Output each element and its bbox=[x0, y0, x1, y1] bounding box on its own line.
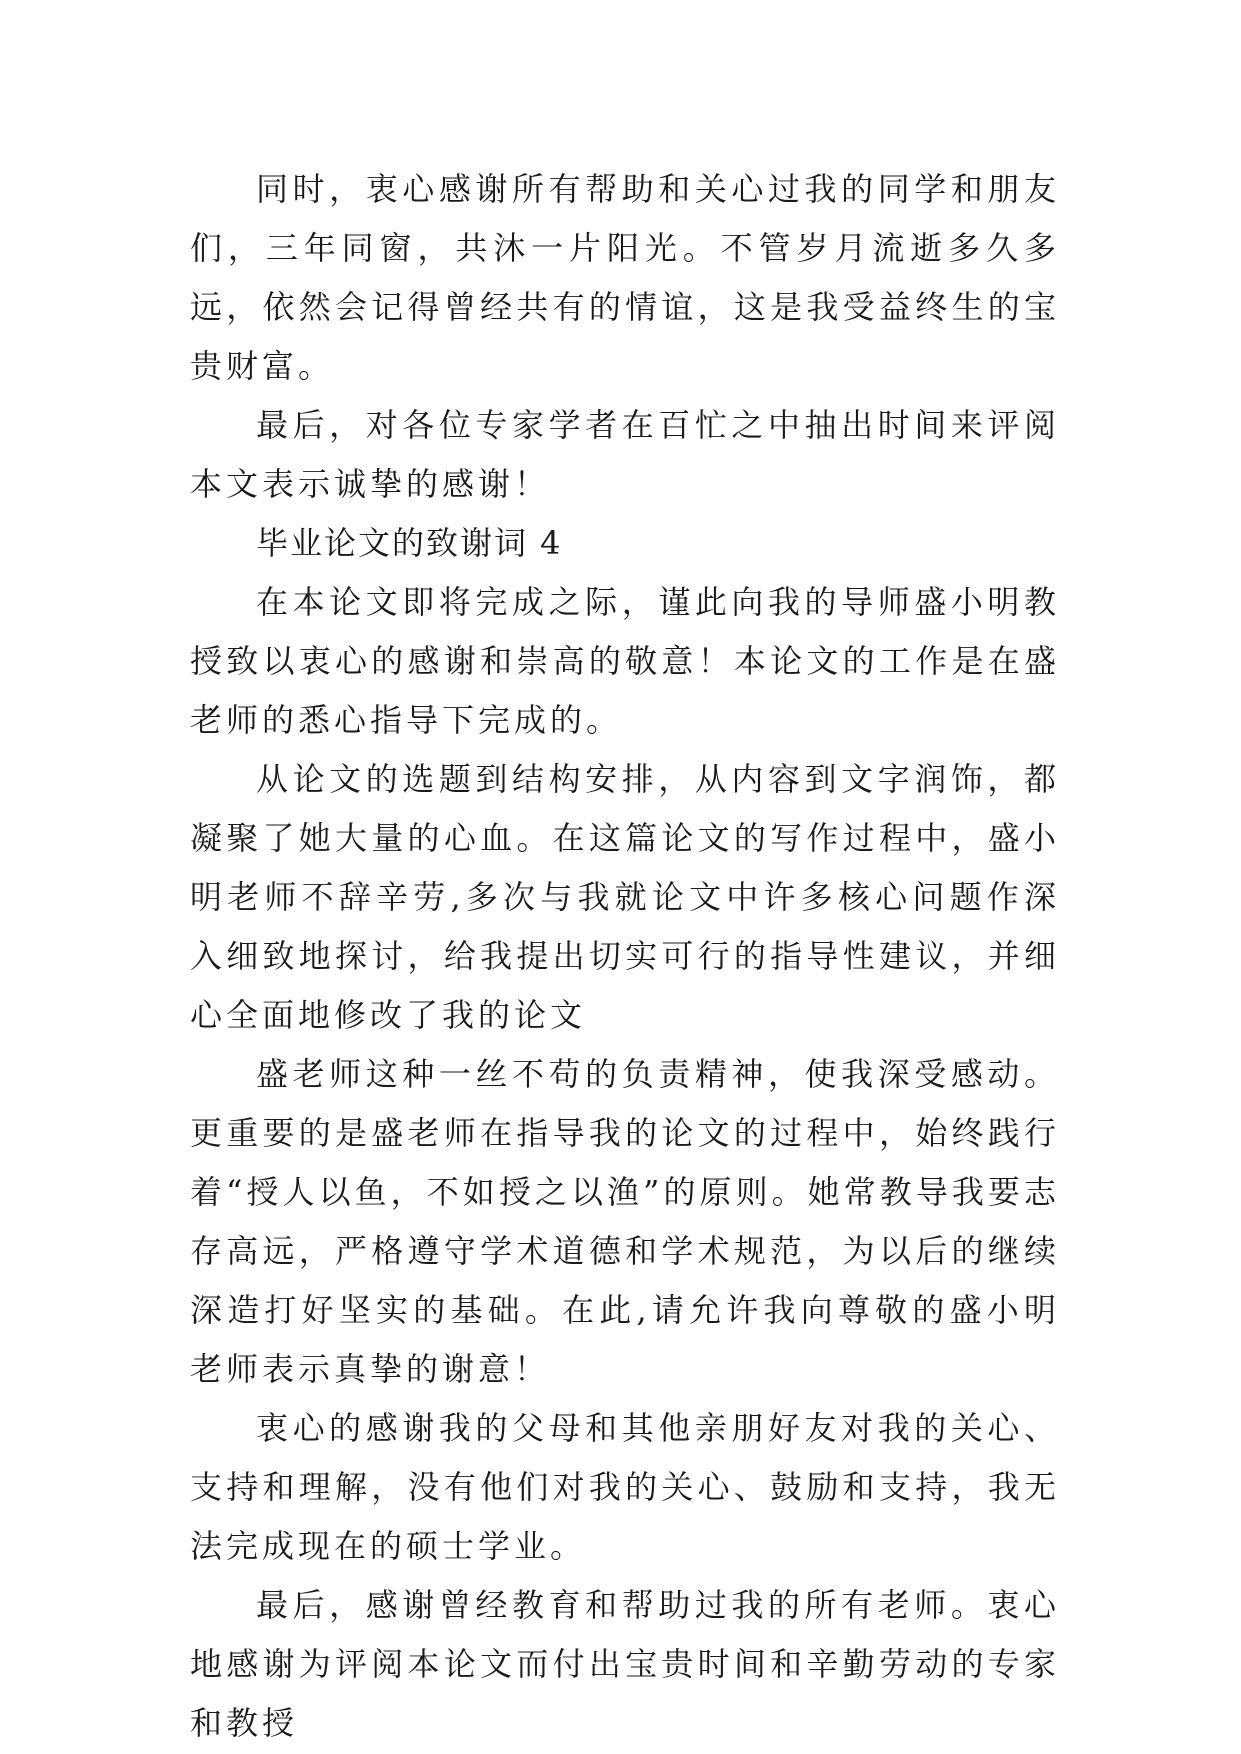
document-body bbox=[190, 160, 1060, 1753]
paragraph-thanks-advisor: 在本论文即将完成之际，谨此向我的导师盛小明教授致以衷心的感谢和崇高的敬意！本论文的工作是在盛老师的悉心指导下完成的。 bbox=[190, 583, 1060, 739]
paragraph-thanks-experts: 最后，对各位专家学者在百忙之中抽出时间来评阅本文表示诚挚的感谢！ bbox=[190, 406, 1060, 503]
paragraph-advisor-spirit: 盛老师这种一丝不苟的负责精神，使我深受感动。更重要的是盛老师在指导我的论文的过程中，始终践行着“授人以鱼，不如授之以渔”的原则。她常教导我要志存高远，严格遵守学术道德和学术规范，为以后的继续深造打好坚实的基础。在此,请允许我向尊敬的盛小明老师表示真挚的谢意！ bbox=[190, 1055, 1060, 1388]
paragraph-thanks-family: 衷心的感谢我的父母和其他亲朋好友对我的关心、支持和理解，没有他们对我的关心、鼓励和支持，我无法完成现在的硕士学业。 bbox=[190, 1409, 1060, 1565]
section-heading: 毕业论文的致谢词 4 bbox=[256, 524, 563, 562]
paragraph-thanks-teachers: 最后，感谢曾经教育和帮助过我的所有老师。衷心地感谢为评阅本论文而付出宝贵时间和辛勤劳动的专家和教授 bbox=[190, 1586, 1060, 1742]
paragraph-thanks-classmates: 同时，衷心感谢所有帮助和关心过我的同学和朋友们，三年同窗，共沐一片阳光。不管岁月流逝多久多远，依然会记得曾经共有的情谊，这是我受益终生的宝贵财富。 bbox=[190, 170, 1060, 385]
paragraph-advisor-guidance: 从论文的选题到结构安排，从内容到文字润饰，都凝聚了她大量的心血。在这篇论文的写作过程中，盛小明老师不辞辛劳,多次与我就论文中许多核心问题作深入细致地探讨，给我提出切实可行的指导性建议，并细心全面地修改了我的论文 bbox=[190, 760, 1060, 1034]
